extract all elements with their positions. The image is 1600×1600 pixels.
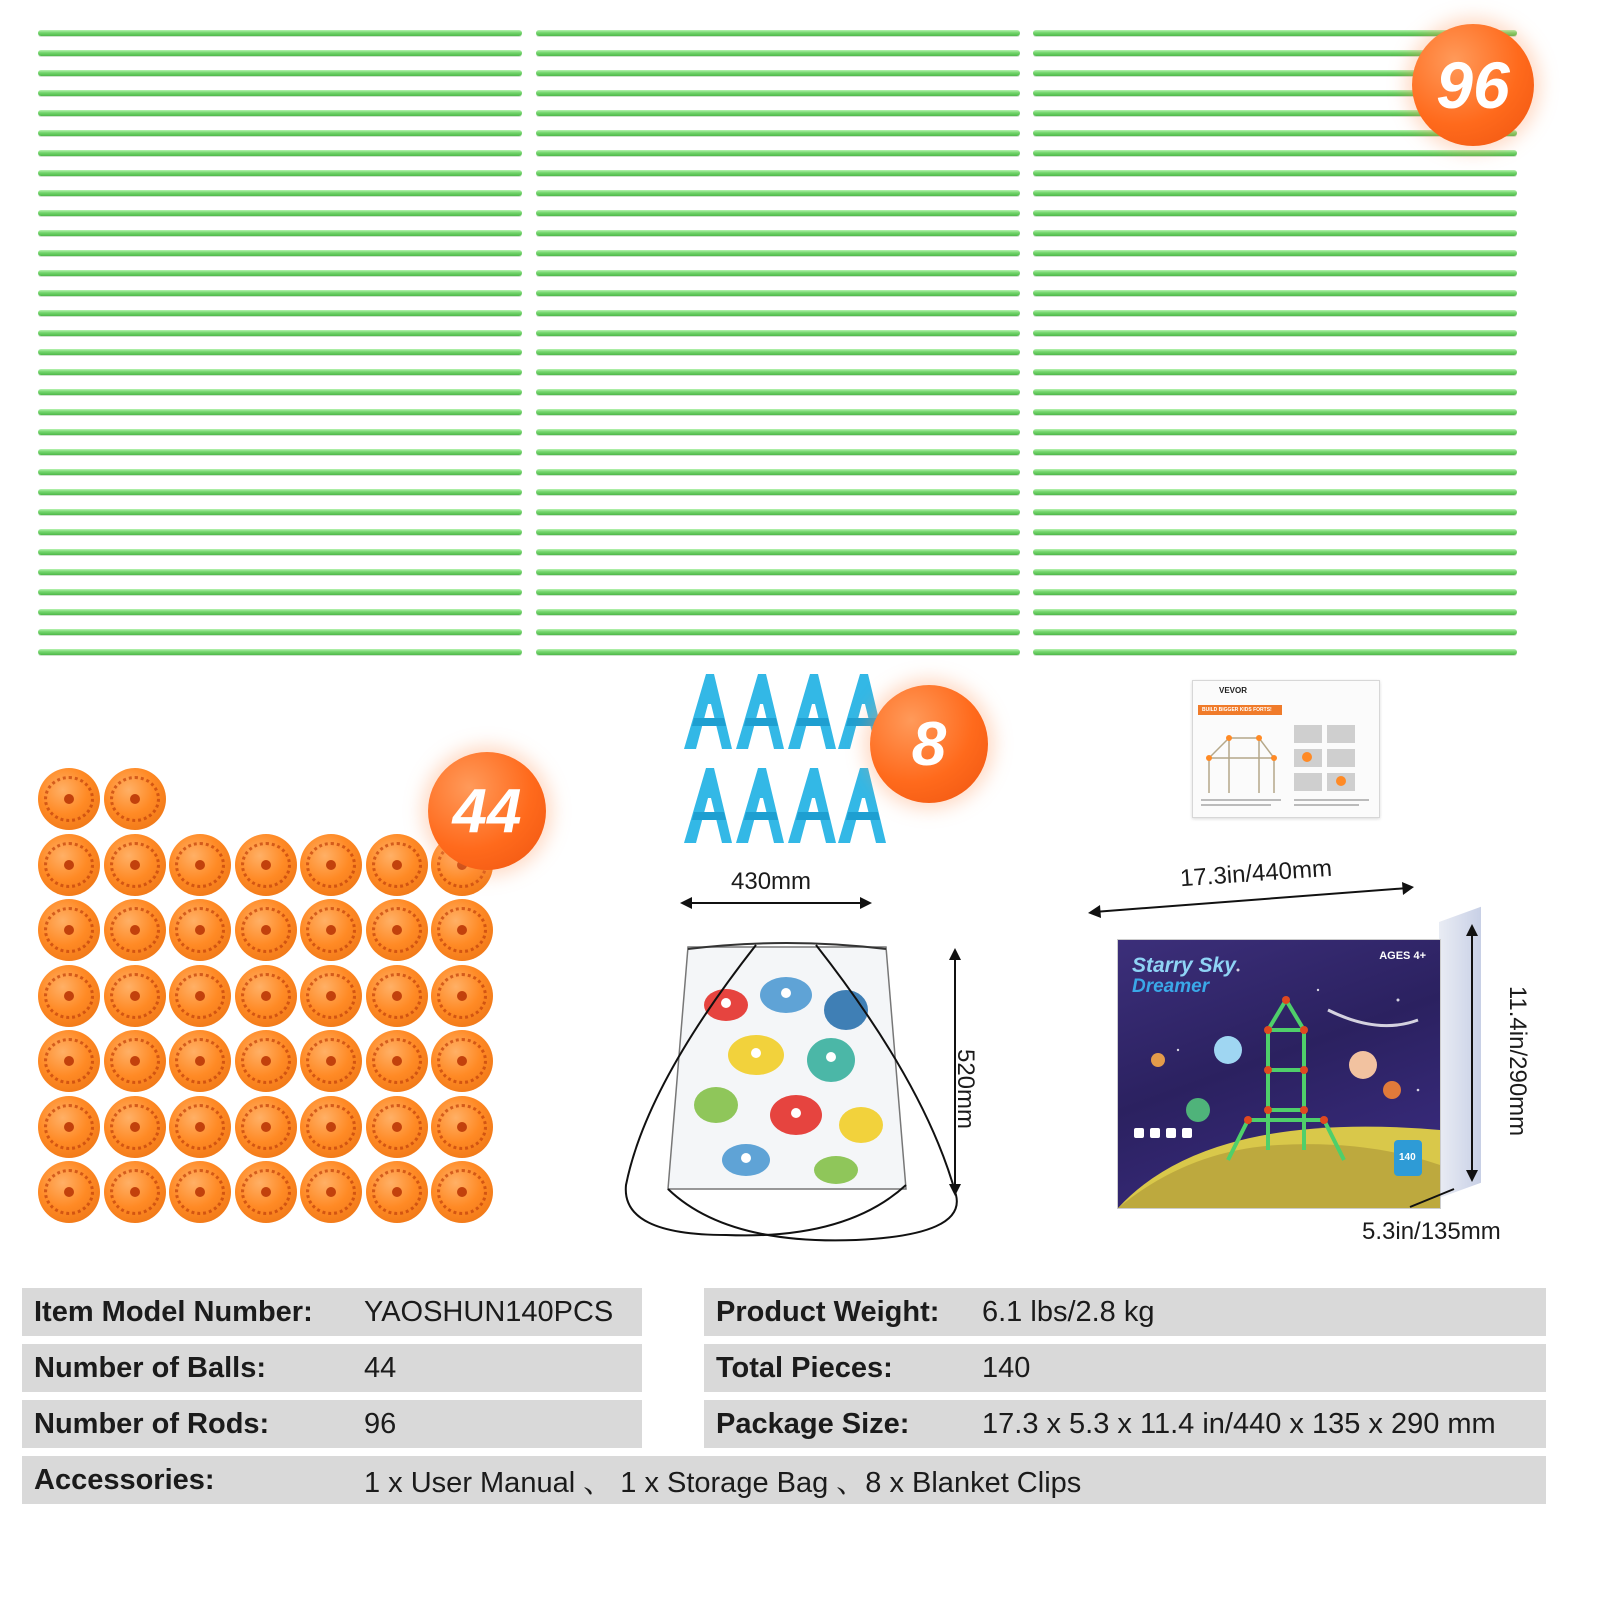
box-depth-arrow: [1404, 1183, 1460, 1213]
rod: [536, 130, 1020, 136]
box-title-line1: Starry Sky: [1132, 954, 1236, 977]
spec-value: 96: [364, 1407, 397, 1440]
balls-count-badge: [428, 752, 546, 870]
rod: [1033, 210, 1517, 216]
clips-count-text: 8: [911, 709, 947, 779]
rod: [38, 30, 522, 36]
connector-ball: [104, 768, 166, 830]
box-ages-label: AGES 4+: [1379, 950, 1426, 962]
connector-ball: [300, 834, 362, 896]
clip-icon: [788, 768, 836, 843]
rod: [1033, 489, 1517, 495]
connector-ball: [235, 899, 297, 961]
connector-ball: [38, 1161, 100, 1223]
box-piece-count: 140: [1399, 1152, 1416, 1163]
product-box-front: [1117, 939, 1441, 1209]
rod: [1033, 310, 1517, 316]
rod: [1033, 230, 1517, 236]
rod: [38, 649, 522, 655]
connector-ball: [235, 834, 297, 896]
rod: [536, 110, 1020, 116]
rod: [1033, 369, 1517, 375]
rod: [536, 629, 1020, 635]
rod: [1033, 190, 1517, 196]
spec-value: 6.1 lbs/2.8 kg: [982, 1295, 1155, 1328]
rods-column: [536, 30, 1020, 655]
rod: [536, 589, 1020, 595]
rod: [536, 70, 1020, 76]
rod: [1033, 629, 1517, 635]
connector-ball: [104, 1096, 166, 1158]
rod: [536, 190, 1020, 196]
rod: [536, 449, 1020, 455]
rod: [536, 529, 1020, 535]
rod: [536, 330, 1020, 336]
rod: [536, 649, 1020, 655]
rod: [1033, 649, 1517, 655]
connector-ball: [104, 1030, 166, 1092]
connector-ball: [300, 899, 362, 961]
manual-heading: BUILD BIGGER KIDS FORTS!: [1198, 705, 1282, 715]
rod: [38, 130, 522, 136]
rod: [1033, 449, 1517, 455]
connector-ball: [366, 1096, 428, 1158]
rod: [536, 210, 1020, 216]
connector-ball: [104, 965, 166, 1027]
rod: [536, 509, 1020, 515]
rod: [536, 389, 1020, 395]
spec-label: Number of Rods:: [34, 1407, 270, 1440]
rod: [1033, 609, 1517, 615]
rod: [536, 369, 1020, 375]
rod: [536, 50, 1020, 56]
clips-count-badge: [870, 685, 988, 803]
spec-label: Item Model Number:: [34, 1295, 313, 1328]
rod: [38, 50, 522, 56]
rod: [1033, 290, 1517, 296]
rod: [38, 629, 522, 635]
rod: [38, 110, 522, 116]
connector-ball: [169, 834, 231, 896]
connector-ball: [169, 965, 231, 1027]
rod: [38, 70, 522, 76]
rod: [536, 549, 1020, 555]
spec-label: Number of Balls:: [34, 1351, 267, 1384]
rod: [536, 489, 1020, 495]
box-depth-label: 5.3in/135mm: [1362, 1218, 1501, 1245]
connector-ball: [366, 1030, 428, 1092]
rod: [38, 150, 522, 156]
rod: [1033, 509, 1517, 515]
rod: [1033, 589, 1517, 595]
rod: [38, 529, 522, 535]
spec-value: 1 x User Manual 、 1 x Storage Bag 、8 x Blanket Clips: [364, 1466, 1082, 1499]
rod: [38, 489, 522, 495]
connector-ball: [38, 834, 100, 896]
balls-count-text: 44: [452, 776, 522, 846]
rod: [38, 170, 522, 176]
rod: [38, 369, 522, 375]
connector-ball: [431, 899, 493, 961]
connector-ball: [366, 965, 428, 1027]
rod: [536, 290, 1020, 296]
rod: [1033, 389, 1517, 395]
rod: [1033, 409, 1517, 415]
spec-value: 17.3 x 5.3 x 11.4 in/440 x 135 x 290 mm: [982, 1407, 1496, 1440]
rod: [38, 270, 522, 276]
connector-ball: [300, 1096, 362, 1158]
spec-row-accessories: [22, 1456, 1546, 1504]
rod: [536, 409, 1020, 415]
rod: [536, 609, 1020, 615]
connector-ball: [431, 1161, 493, 1223]
rod: [1033, 529, 1517, 535]
rod: [38, 509, 522, 515]
clip-icon: [788, 674, 836, 749]
rod: [38, 589, 522, 595]
bag-width-arrow: [678, 893, 874, 913]
rod: [38, 469, 522, 475]
rods-count-text: 96: [1436, 48, 1510, 122]
spec-label: Product Weight:: [716, 1295, 940, 1328]
bag-height-label: 520mm: [952, 1048, 980, 1130]
box-length-label: 17.3in/440mm: [1179, 854, 1333, 893]
spec-label: Accessories:: [34, 1463, 215, 1496]
rod: [38, 349, 522, 355]
connector-ball: [169, 899, 231, 961]
connector-ball: [38, 965, 100, 1027]
clip-icon: [736, 768, 784, 843]
connector-ball: [169, 1030, 231, 1092]
rod: [536, 429, 1020, 435]
rods-count-badge: [1412, 24, 1534, 146]
box-height-arrow: [1462, 922, 1482, 1184]
connector-ball: [38, 899, 100, 961]
connector-ball: [235, 1030, 297, 1092]
spec-value: 140: [982, 1351, 1031, 1384]
rod: [1033, 349, 1517, 355]
spec-row-package: [704, 1400, 1546, 1448]
box-illustration-icon: [1118, 940, 1440, 1208]
rod: [38, 310, 522, 316]
rod: [536, 270, 1020, 276]
connector-ball: [366, 1161, 428, 1223]
connector-ball: [169, 1161, 231, 1223]
connector-ball: [104, 834, 166, 896]
rod: [38, 429, 522, 435]
clip-icon: [838, 768, 886, 843]
rod: [1033, 150, 1517, 156]
rod: [1033, 250, 1517, 256]
bag-width-label: 430mm: [731, 868, 812, 895]
rod: [1033, 549, 1517, 555]
connector-ball: [235, 1096, 297, 1158]
connector-ball: [431, 1096, 493, 1158]
blanket-clips-image: [680, 672, 890, 852]
connector-ball: [38, 1096, 100, 1158]
rod: [536, 250, 1020, 256]
rod: [38, 90, 522, 96]
rod: [1033, 330, 1517, 336]
rod: [38, 409, 522, 415]
rod: [1033, 170, 1517, 176]
rod: [38, 230, 522, 236]
rod: [38, 250, 522, 256]
box-title-line2: Dreamer: [1132, 976, 1210, 997]
spec-row-rods: [22, 1400, 642, 1448]
rod: [38, 190, 522, 196]
user-manual-image: [1192, 680, 1380, 818]
spec-row-model: [22, 1288, 642, 1336]
clip-icon: [736, 674, 784, 749]
rod: [536, 150, 1020, 156]
clip-icon: [684, 674, 732, 749]
spec-value: 44: [364, 1351, 397, 1384]
rod: [38, 210, 522, 216]
rod: [38, 449, 522, 455]
connector-ball: [366, 899, 428, 961]
storage-bag-image: [606, 935, 976, 1253]
connector-ball: [104, 1161, 166, 1223]
spec-row-pieces: [704, 1344, 1546, 1392]
rods-column: [38, 30, 522, 655]
rod: [536, 310, 1020, 316]
spec-row-weight: [704, 1288, 1546, 1336]
rod: [536, 569, 1020, 575]
rod: [536, 349, 1020, 355]
connector-ball: [431, 965, 493, 1027]
connector-ball: [300, 1030, 362, 1092]
rod: [1033, 270, 1517, 276]
connector-ball: [38, 768, 100, 830]
spec-row-balls: [22, 1344, 642, 1392]
connector-ball: [366, 834, 428, 896]
box-height-label: 11.4in/290mm: [1504, 985, 1532, 1137]
rod: [1033, 569, 1517, 575]
rod: [536, 30, 1020, 36]
connector-ball: [300, 1161, 362, 1223]
spec-label: Package Size:: [716, 1407, 910, 1440]
rod: [536, 170, 1020, 176]
rod: [38, 569, 522, 575]
connector-ball: [104, 899, 166, 961]
rod: [38, 389, 522, 395]
spec-value: YAOSHUN140PCS: [364, 1295, 614, 1328]
connector-ball: [235, 1161, 297, 1223]
rod: [536, 469, 1020, 475]
connector-ball: [431, 1030, 493, 1092]
manual-brand: VEVOR: [1219, 686, 1248, 695]
rod: [38, 609, 522, 615]
rod: [536, 230, 1020, 236]
rod: [536, 90, 1020, 96]
spec-label: Total Pieces:: [716, 1351, 893, 1384]
rod: [1033, 429, 1517, 435]
connector-ball: [169, 1096, 231, 1158]
connector-ball: [235, 965, 297, 1027]
connector-ball: [38, 1030, 100, 1092]
clip-icon: [684, 768, 732, 843]
rod: [38, 549, 522, 555]
rod: [38, 290, 522, 296]
rod: [38, 330, 522, 336]
rod: [1033, 469, 1517, 475]
manual-diagrams-icon: [1199, 723, 1379, 815]
connector-ball: [300, 965, 362, 1027]
